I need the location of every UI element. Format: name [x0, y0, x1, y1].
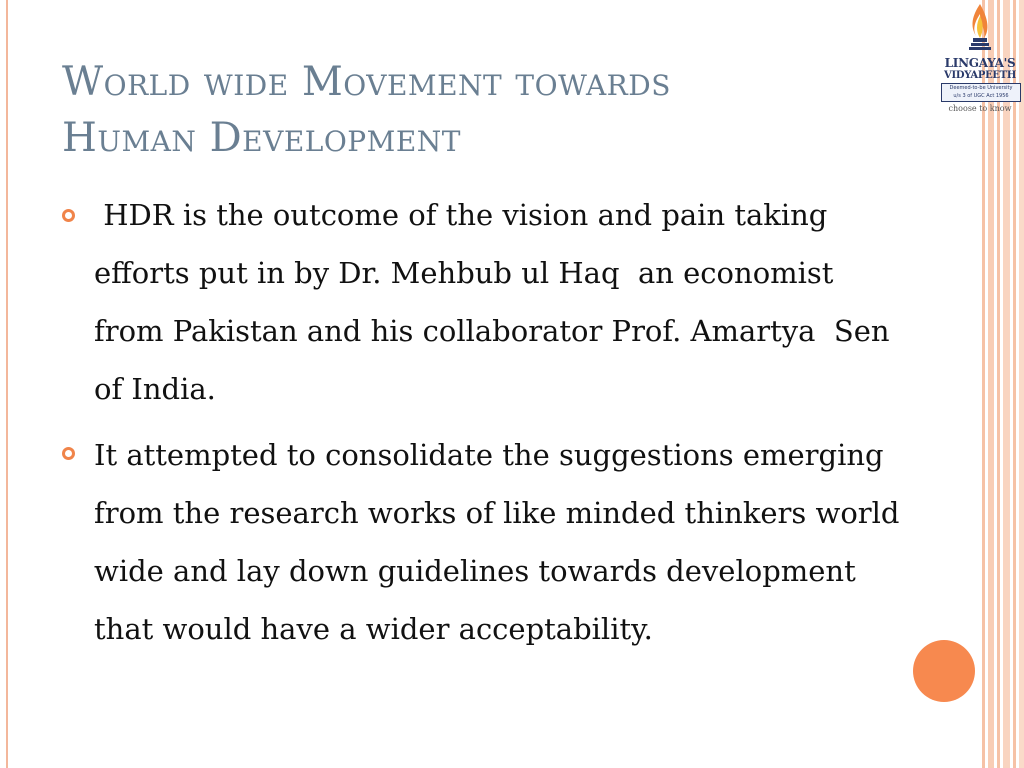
logo-accreditation-box — [941, 83, 1021, 102]
university-logo — [936, 0, 1024, 120]
slide-title-line1: World wide Movement towards — [62, 59, 671, 105]
logo-name-line1: LINGAYA'S — [944, 56, 1016, 70]
bullet-circle-icon — [62, 209, 75, 222]
logo-tagline: choose to know — [948, 104, 1012, 113]
bullet-circle-icon — [62, 447, 75, 460]
slide-title — [62, 54, 902, 166]
logo-name-line2: VIDYAPEETH — [943, 70, 1017, 81]
bullet-text: It attempted to consolidate the suggestions emerging from the research works of like minded thinkers world wide and lay down guidelines towards development that would have a wider acceptability. — [94, 438, 900, 646]
bullet-item — [60, 426, 900, 658]
bullet-list — [60, 186, 909, 658]
left-border-line — [6, 0, 8, 768]
logo-box-line2: u/s 3 of UGC Act 1956 — [953, 93, 1009, 99]
bullet-item — [60, 186, 909, 418]
flame-icon — [966, 2, 994, 56]
logo-box-line1: Deemed-to-be University — [949, 85, 1013, 91]
bullet-text: HDR is the outcome of the vision and pain taking efforts put in by Dr. Mehbub ul Haq an economist from Pakistan and his collaborator Prof. Amartya Sen of India. — [94, 198, 909, 406]
slide-title-line2: Human Development — [62, 115, 461, 161]
decorative-orange-circle — [913, 640, 975, 702]
